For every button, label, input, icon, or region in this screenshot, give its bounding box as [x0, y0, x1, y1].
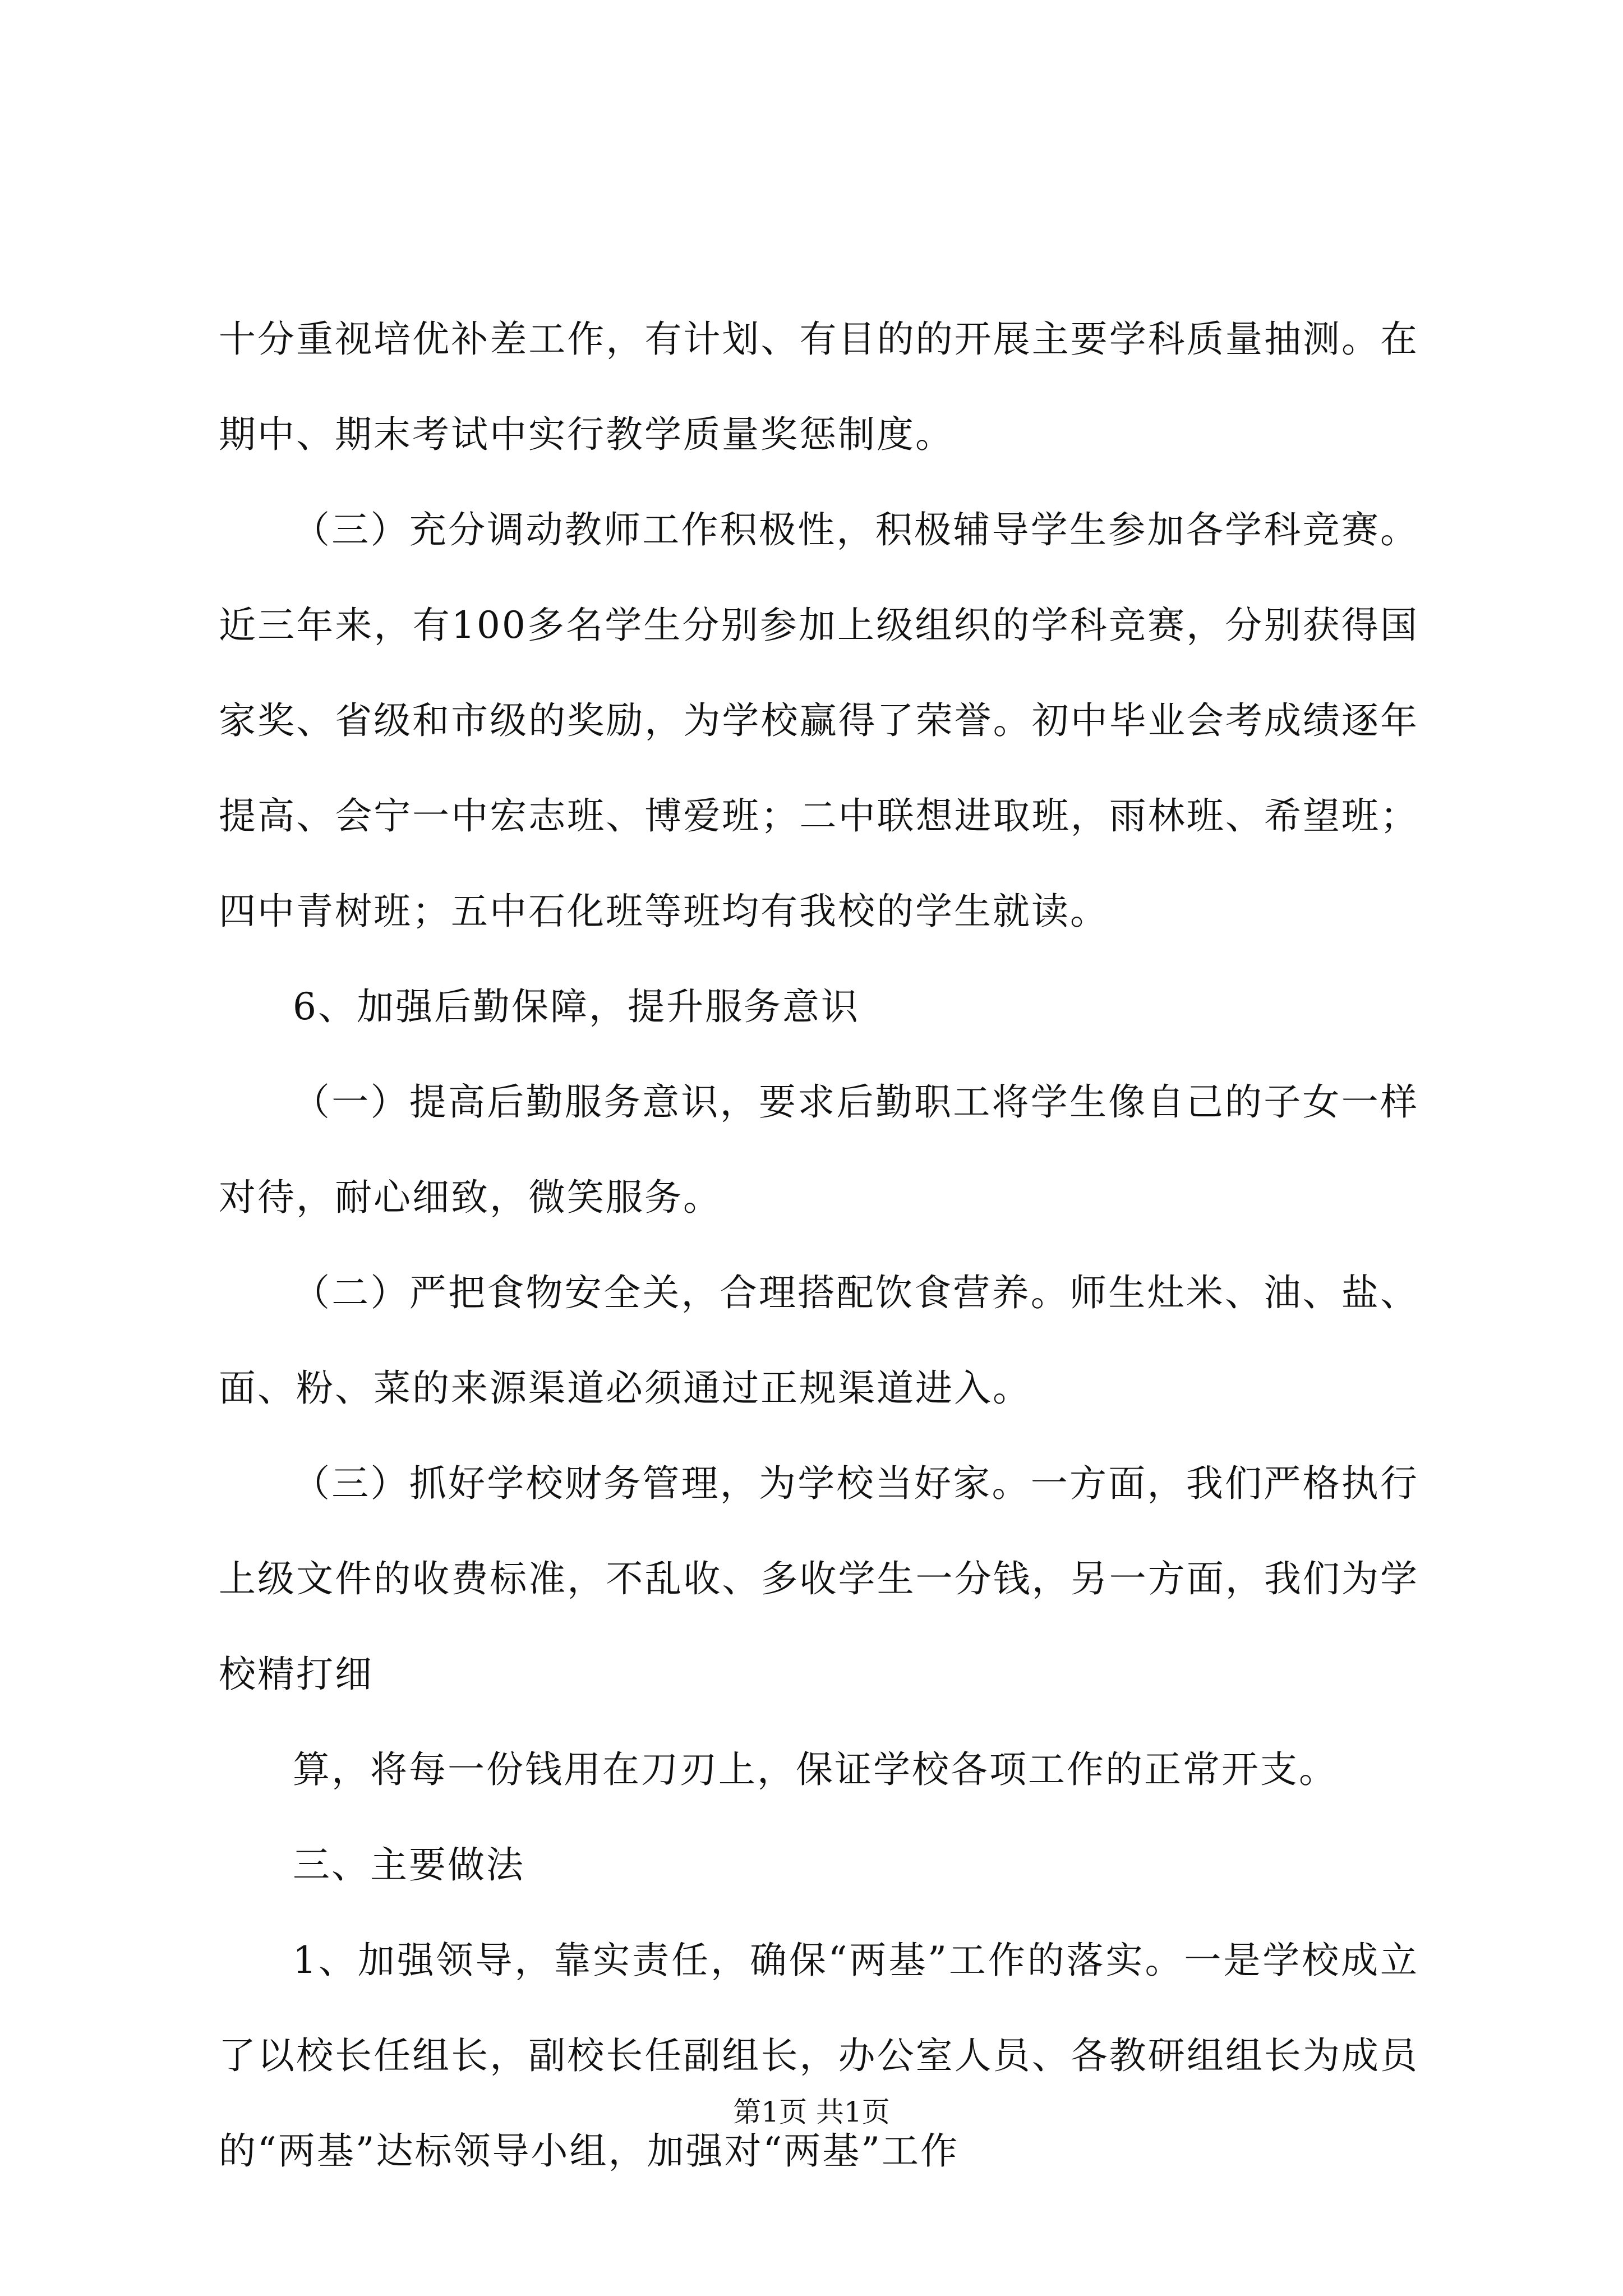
heading-main-practices: 三、主要做法 — [293, 1843, 525, 1887]
page-number-footer: 第1页 共1页 — [733, 2096, 890, 2128]
paragraph-teacher-motivation: （三）充分调动教师工作积极性，积极辅导学生参加各学科竞赛。近三年来，有100多名学生分别参加上级组织的学科竞赛，分别获得国家奖、省级和市级的奖励，为学校赢得了荣誉。初中毕业会考成绩逐年提高、会宁一中宏志班、博爱班；二中联想进取班，雨林班、希望班；四中青树班；五中石化班等班均有我校的学生就读。 — [219, 508, 1419, 933]
paragraph-financial-management: （三）抓好学校财务管理，为学校当好家。一方面，我们严格执行上级文件的收费标准，不乱收、多收学生一分钱，另一方面，我们为学校精打细 — [219, 1462, 1419, 1696]
paragraph-leadership: 1、加强领导，靠实责任，确保“两基”工作的落实。一是学校成立了以校长任组长，副校长任副组长，办公室人员、各教研组组长为成员的“两基”达标领导小组，加强对“两基”工作 — [219, 1939, 1419, 2173]
paragraph-spending: 算，将每一份钱用在刀刃上，保证学校各项工作的正常开支。 — [293, 1748, 1338, 1791]
document-body — [219, 292, 1419, 2199]
paragraph-service-awareness: （一）提高后勤服务意识，要求后勤职工将学生像自己的子女一样对待，耐心细致，微笑服务。 — [219, 1080, 1419, 1219]
paragraph-quality-testing: 十分重视培优补差工作，有计划、有目的的开展主要学科质量抽测。在期中、期末考试中实行教学质量奖惩制度。 — [219, 318, 1419, 456]
heading-logistics-support: 6、加强后勤保障，提升服务意识 — [293, 985, 860, 1028]
paragraph-food-safety: （二）严把食物安全关，合理搭配饮食营养。师生灶米、油、盐、面、粉、菜的来源渠道必须通过正规渠道进入。 — [219, 1271, 1419, 1410]
